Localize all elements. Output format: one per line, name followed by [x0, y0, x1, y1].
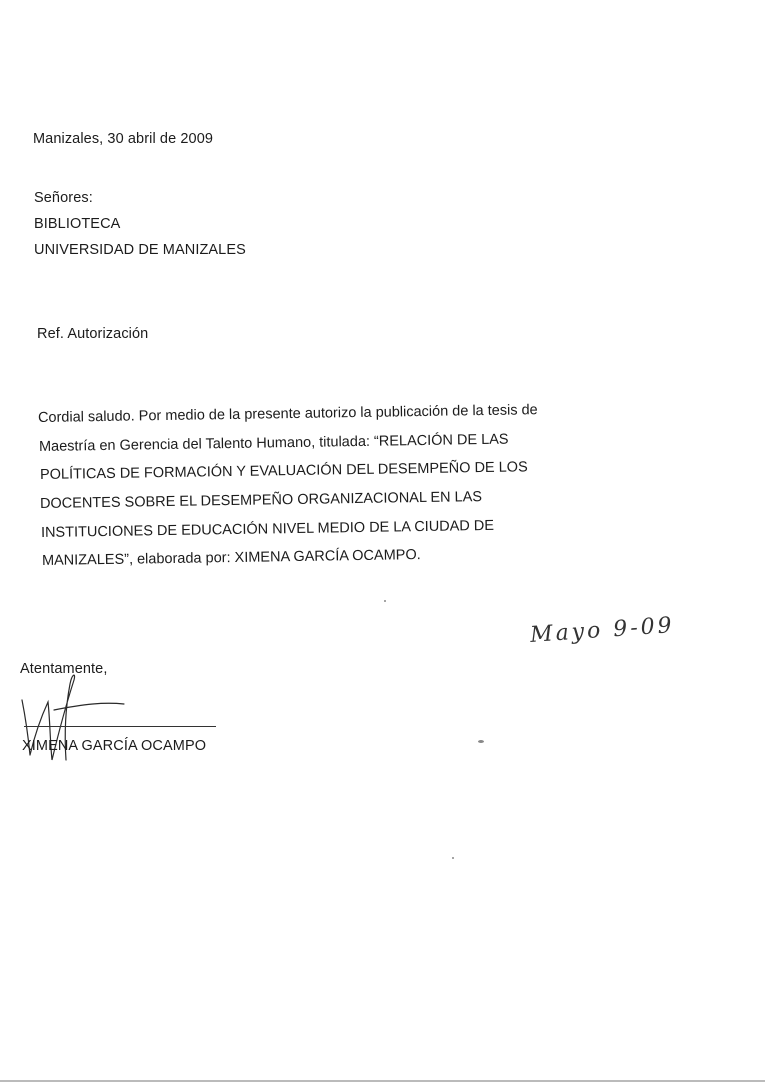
reference-line: Ref. Autorización [37, 326, 149, 342]
place-date: Manizales, 30 abril de 2009 [33, 131, 214, 147]
salutation-biblioteca: BIBLIOTECA [34, 216, 121, 232]
signature-line [24, 726, 216, 727]
scan-speck [478, 740, 484, 743]
handwritten-date-note: Mayo 9-09 [529, 612, 676, 649]
body-line: INSTITUCIONES DE EDUCACIÓN NIVEL MEDIO DE LA CIUDAD DE [40, 517, 495, 541]
body-line: MANIZALES”, elaborada por: XIMENA GARCÍA OCAMPO. [41, 547, 421, 569]
body-line: DOCENTES SOBRE EL DESEMPEÑO ORGANIZACIONAL EN LAS [39, 489, 483, 512]
signer-name: XIMENA GARCÍA OCAMPO [22, 738, 207, 754]
salutation-senores: Señores: [34, 190, 93, 206]
body-line: Cordial saludo. Por medio de la presente autorizo la publicación de la tesis de [37, 402, 538, 426]
scan-edge-divider [0, 1080, 765, 1082]
scan-speck [384, 600, 386, 602]
body-line: POLÍTICAS DE FORMACIÓN Y EVALUACIÓN DEL DESEMPEÑO DE LOS [39, 459, 528, 483]
closing: Atentamente, [20, 661, 108, 677]
body-line: Maestría en Gerencia del Talento Humano, titulada: “RELACIÓN DE LAS [38, 431, 509, 455]
scan-speck [452, 857, 454, 859]
salutation-universidad: UNIVERSIDAD DE MANIZALES [34, 242, 246, 258]
